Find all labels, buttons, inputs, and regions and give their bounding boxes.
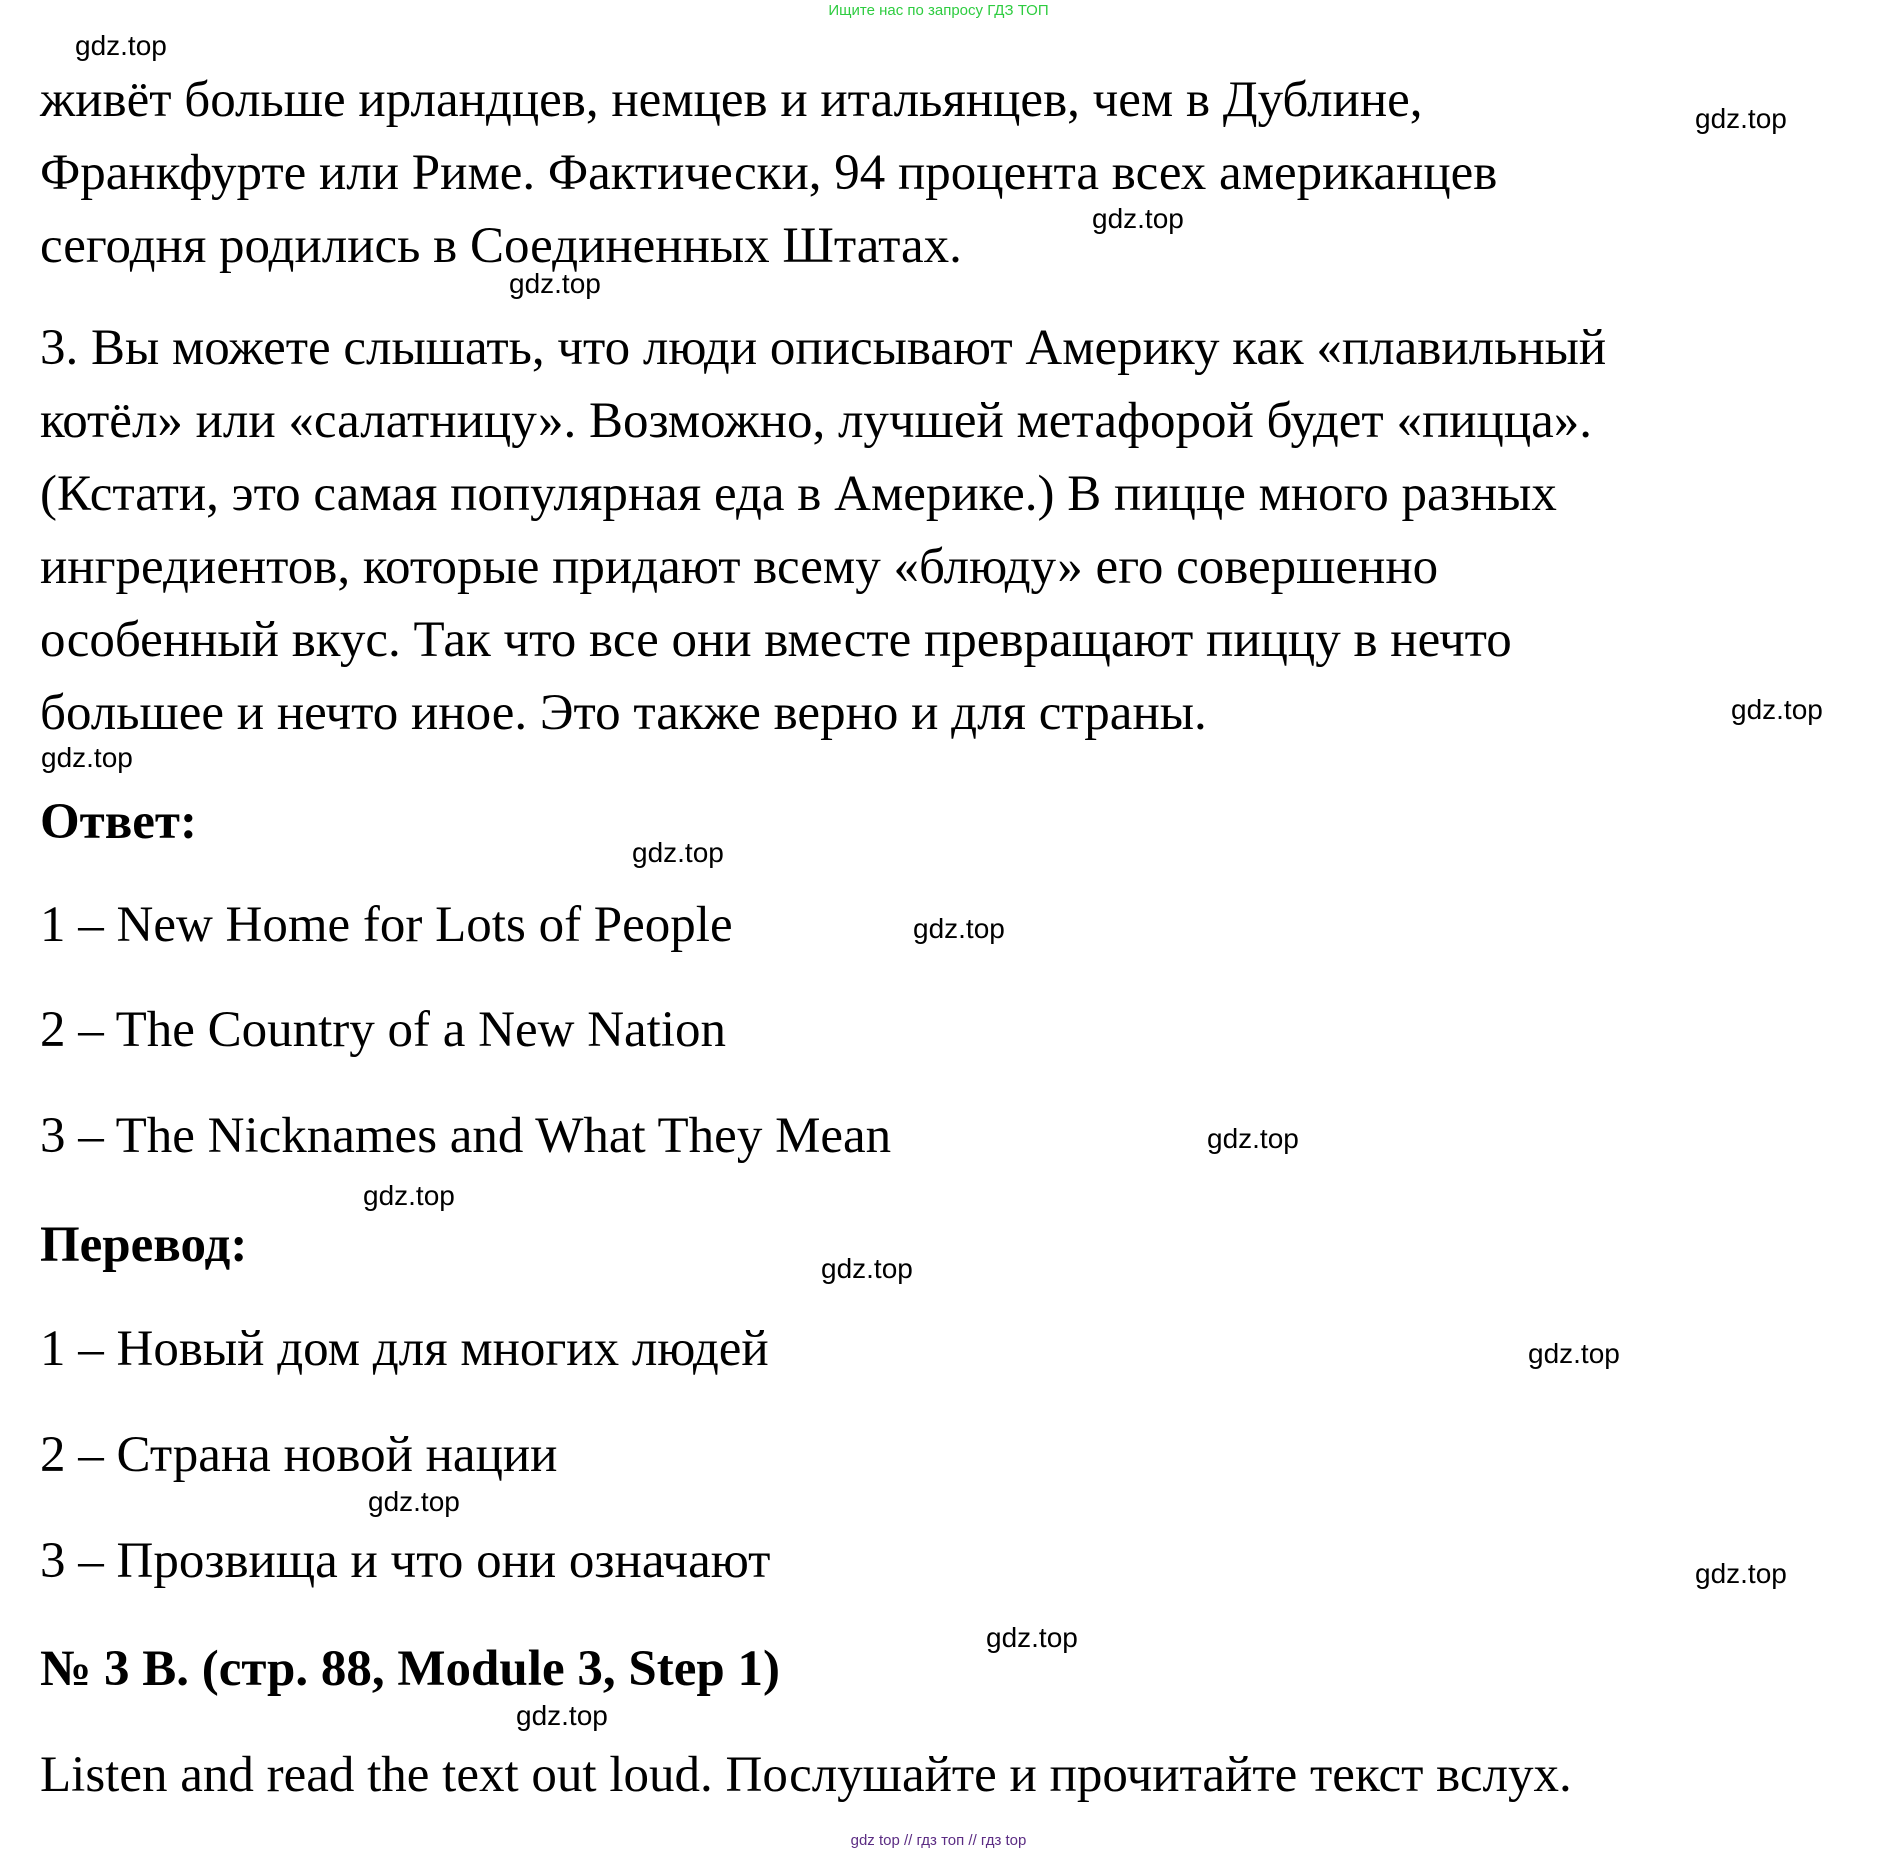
paragraph-3 <box>40 312 1606 750</box>
watermark: gdz.top <box>632 837 724 868</box>
exercise-heading: № 3 B. (стр. 88, Module 3, Step 1) <box>40 1641 780 1697</box>
watermark: gdz.top <box>41 742 133 773</box>
paragraph-line: большее и нечто иное. Это также верно и для страны. <box>40 685 1207 741</box>
watermark: gdz.top <box>913 913 1005 944</box>
paragraph-line: котёл» или «салатницу». Возможно, лучшей метафорой будет «пицца». <box>40 393 1593 449</box>
paragraph-line: 3. Вы можете слышать, что люди описывают Америку как «плавильный <box>40 320 1607 376</box>
watermark: gdz.top <box>509 268 601 299</box>
watermark: gdz.top <box>363 1180 455 1211</box>
paragraph-line: сегодня родились в Соединенных Штатах. <box>40 218 962 274</box>
translation-heading: Перевод: <box>40 1217 248 1273</box>
top-banner[interactable]: Ищите нас по запросу ГДЗ ТОП <box>828 2 1049 19</box>
answer-item-1: 1 – New Home for Lots of People <box>40 897 733 953</box>
paragraph-line: (Кстати, это самая популярная еда в Америке.) В пицце много разных <box>40 466 1557 522</box>
watermark: gdz.top <box>1695 1558 1787 1589</box>
translation-item-1: 1 – Новый дом для многих людей <box>40 1321 769 1377</box>
watermark: gdz.top <box>75 30 167 61</box>
watermark: gdz.top <box>516 1700 608 1731</box>
exercise-instruction: Listen and read the text out loud. Послушайте и прочитайте текст вслух. <box>40 1747 1572 1803</box>
watermark: gdz.top <box>1731 694 1823 725</box>
footer-links[interactable]: gdz top // гдз топ // гдз top <box>850 1832 1027 1849</box>
watermark: gdz.top <box>1528 1338 1620 1369</box>
answer-heading: Ответ: <box>40 794 197 850</box>
watermark: gdz.top <box>1207 1123 1299 1154</box>
translation-item-3: 3 – Прозвища и что они означают <box>40 1533 771 1589</box>
paragraph-continuation <box>40 64 1497 283</box>
answer-item-3: 3 – The Nicknames and What They Mean <box>40 1108 892 1164</box>
translation-item-2: 2 – Страна новой нации <box>40 1427 558 1483</box>
watermark: gdz.top <box>986 1622 1078 1653</box>
watermark: gdz.top <box>1092 203 1184 234</box>
answer-item-2: 2 – The Country of a New Nation <box>40 1002 727 1058</box>
paragraph-line: ингредиентов, которые придают всему «блюду» его совершенно <box>40 539 1439 595</box>
paragraph-line: особенный вкус. Так что все они вместе превращают пиццу в нечто <box>40 612 1512 668</box>
paragraph-line: Франкфурте или Риме. Фактически, 94 процента всех американцев <box>40 145 1498 201</box>
paragraph-line: живёт больше ирландцев, немцев и итальянцев, чем в Дублине, <box>40 72 1423 128</box>
watermark: gdz.top <box>368 1486 460 1517</box>
watermark: gdz.top <box>821 1253 913 1284</box>
watermark: gdz.top <box>1695 103 1787 134</box>
